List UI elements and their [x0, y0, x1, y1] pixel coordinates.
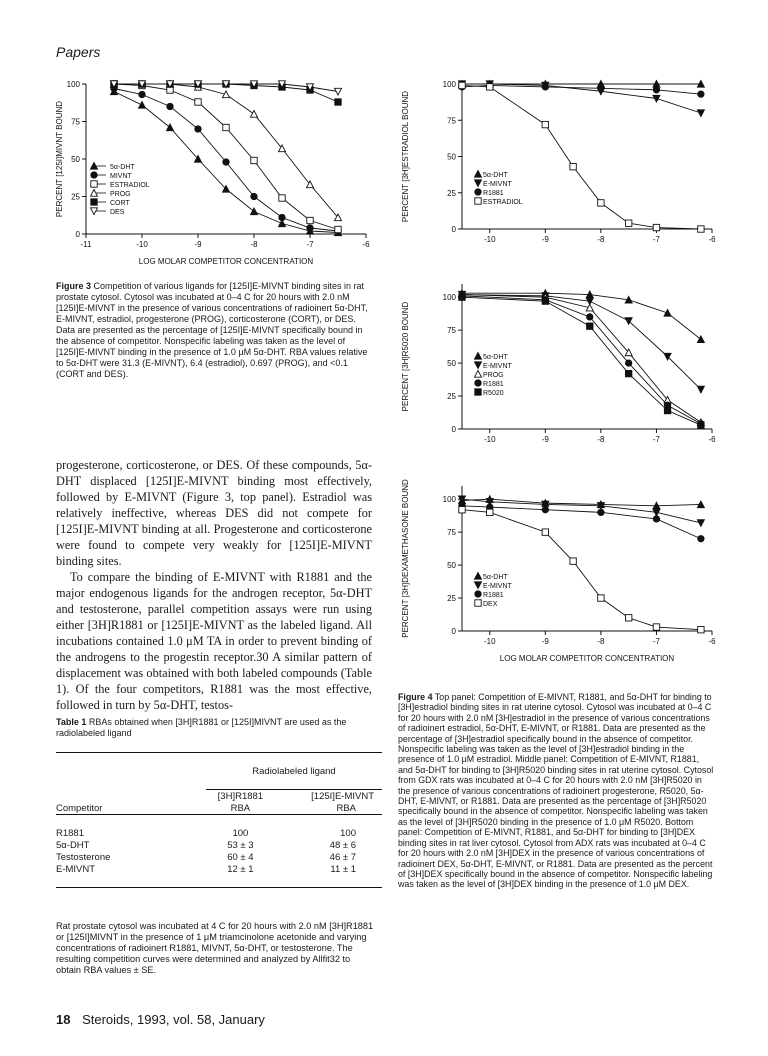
data-point — [459, 507, 465, 513]
data-point — [334, 88, 341, 95]
legend — [474, 572, 512, 608]
legend-label: R1881 — [483, 592, 504, 599]
data-point — [598, 509, 604, 515]
legend-label: MIVNT — [110, 173, 132, 180]
legend-marker — [475, 198, 481, 204]
data-point — [542, 298, 548, 304]
figure3-chart — [56, 76, 376, 276]
data-point — [625, 615, 631, 621]
table-row — [56, 863, 382, 875]
figure4-bottom-svg — [396, 478, 726, 678]
x-tick-label: -6 — [708, 435, 716, 444]
figure4-top-chart — [396, 76, 726, 256]
x-tick-label: -8 — [597, 435, 605, 444]
data-point — [625, 360, 631, 366]
figure4-top-svg — [396, 76, 726, 256]
table-row — [56, 851, 382, 863]
table1-cell: 100 — [340, 827, 356, 839]
series-line — [462, 84, 701, 113]
series-line — [462, 85, 701, 229]
series-E-MIVNT — [458, 81, 704, 117]
y-tick-label: 25 — [447, 188, 456, 198]
series-R1881 — [459, 503, 704, 542]
y-tick-label: 25 — [447, 594, 456, 604]
x-tick-label: -7 — [652, 637, 661, 646]
x-tick-label: -11 — [80, 240, 92, 249]
data-point — [335, 226, 341, 232]
data-point — [698, 626, 704, 632]
legend-marker — [475, 380, 481, 386]
data-point — [698, 91, 704, 97]
legend — [474, 352, 512, 397]
x-tick-label: -9 — [194, 240, 202, 249]
series-PROG — [110, 80, 341, 220]
journal-citation: Steroids, 1993, vol. 58, January — [82, 1012, 265, 1027]
table1-col2-subheader: RBA — [336, 802, 356, 814]
figure4-caption-text: Top panel: Competition of E-MIVNT, R1881, and 5α-DHT for binding to [3H]estradiol binding sites in rat uterine cytosol. Cytosol was incubated at 0–4 C for 20 hours with 2.0 nM [3H]estradiol in the presence of various concentrations of radioinert estradiol, 5α-DHT, E-MIVNT, or R1881. Data are presented as the percentage of [3H]estradiol specifically bound in the absence of competitor. Nonspecific labeling was taken as the level of [3H]estradiol binding in the presence of 1.0 μM estradiol. Middle panel: Competition of E-MIVNT, R1881, and 5α-DHT for binding to [3H]R5020 binding sites in rat uterine cytosol. Cytosol from GDX rats was incubated at 0–4 C for 20 hours with 2.0 nM [3H]R5020 in the presence of various concentrations of radioinert progesterone, R5020, 5α-DHT, E-MIVNT, or R1881. Data are presented as the percentage of [3H]R5020 specifically bound in the absence of competitor. Nonspecific labeling was taken as the level of [3H]R5020 binding in the presence of 1.0 μM R5020. Bottom panel: Competition of E-MIVNT, R1881, and 5α-DHT for binding to [3H]DEX binding sites in rat liver cytosol. Cytosol from ADX rats was incubated at 0–4 C for 20 hours with 2.0 nM [3H]DEX in the presence of various concentrations of radioinert DEX, 5α-DHT, E-MIVNT, or R1881. Data are presented as the percent of [3H]DEX specifically bound in the absence of competitor. Nonspecific labeling was taken as the level of [3H]DEX binding in the presence of 1.0 μM DEX. — [398, 692, 714, 890]
x-tick-label: -8 — [597, 235, 605, 244]
table1-label: Table 1 — [56, 717, 87, 727]
y-tick-label: 25 — [447, 392, 456, 402]
legend-label: R1881 — [483, 190, 504, 197]
series-ESTRADIOL — [111, 81, 341, 233]
data-point — [279, 195, 285, 201]
y-tick-label: 75 — [447, 528, 456, 538]
table1-group-header: Radiolabeled ligand — [252, 765, 336, 777]
data-point — [138, 101, 145, 108]
table1-col2-header: [125I]E-MIVNT — [311, 790, 374, 802]
page-footer — [56, 1012, 265, 1027]
data-point — [251, 193, 257, 199]
series-ESTRADIOL — [459, 82, 704, 232]
table1-cell: 11 ± 1 — [330, 863, 356, 875]
legend-label: 5α-DHT — [483, 172, 508, 179]
section-header: Papers — [56, 44, 101, 60]
y-tick-label: 75 — [71, 117, 80, 127]
x-tick-label: -9 — [541, 637, 549, 646]
table1-cell: R1881 — [56, 827, 84, 839]
x-tick-label: -6 — [362, 240, 370, 249]
table1-cell: 53 ± 3 — [227, 839, 254, 851]
y-tick-label: 50 — [447, 152, 456, 162]
data-point — [653, 624, 659, 630]
data-point — [251, 157, 257, 163]
x-tick-label: -7 — [652, 435, 661, 444]
y-tick-label: 50 — [447, 359, 456, 369]
data-point — [487, 509, 493, 515]
legend — [90, 162, 149, 216]
legend-label: ESTRADIOL — [483, 199, 523, 206]
x-axis-label: LOG MOLAR COMPETITOR CONCENTRATION — [138, 257, 314, 266]
legend-marker — [475, 600, 481, 606]
table1-title-text: RBAs obtained when [3H]R1881 or [125I]MIVNT are used as the radiolabeled ligand — [56, 717, 347, 738]
legend-marker — [91, 181, 97, 187]
data-point — [250, 110, 257, 117]
data-point — [570, 558, 576, 564]
data-point — [598, 595, 604, 601]
figure3-caption-label: Figure 3 — [56, 281, 92, 291]
data-point — [195, 126, 201, 132]
legend-label: 5α-DHT — [110, 164, 135, 171]
legend-label: DES — [110, 209, 125, 216]
data-point — [542, 529, 548, 535]
legend-marker — [91, 172, 97, 178]
data-point — [698, 536, 704, 542]
legend-marker — [475, 189, 481, 195]
table1-cell: 100 — [232, 827, 249, 839]
data-point — [167, 103, 173, 109]
table1-col0-header: Competitor — [56, 802, 103, 814]
legend-label: CORT — [110, 200, 130, 207]
table1-cell: Testosterone — [56, 851, 111, 863]
y-axis-label: PERCENT [3H]ESTRADIOL BOUND — [401, 90, 410, 223]
x-tick-label: -10 — [483, 435, 496, 444]
x-tick-label: -6 — [708, 637, 716, 646]
data-point — [653, 87, 659, 93]
legend-marker — [474, 362, 481, 369]
data-point — [625, 220, 631, 226]
series-line — [114, 84, 338, 230]
table1-cell: E-MIVNT — [56, 863, 96, 875]
page-number: 18 — [56, 1012, 71, 1027]
y-tick-label: 75 — [447, 116, 456, 126]
data-point — [139, 91, 145, 97]
y-axis-label: PERCENT [125I]MIVNT BOUND — [55, 100, 64, 218]
figure4-middle-chart — [396, 276, 726, 456]
legend-label: PROG — [483, 372, 504, 379]
data-point — [653, 516, 659, 522]
data-point — [223, 159, 229, 165]
data-point — [697, 520, 704, 527]
table1-col1-header: [3H]R1881 — [217, 790, 264, 802]
data-point — [625, 370, 631, 376]
x-tick-label: -8 — [250, 240, 258, 249]
x-tick-label: -6 — [708, 235, 716, 244]
data-point — [698, 226, 704, 232]
y-axis-label: PERCENT [3H]R5020 BOUND — [401, 301, 410, 412]
legend-label: 5α-DHT — [483, 574, 508, 581]
figure3-svg — [56, 76, 376, 276]
body-paragraph-1: progesterone, corticosterone, or DES. Of these compounds, 5α-DHT displaced [125I]E-MIVNT binding most effectively, followed by E-MIVNT (Figure 3, top panel). Estradiol was relatively ineffective, whereas DES did not compete for [125I]E-MIVNT binding at all. Progesterone and corticosterone were found to compete very weakly for [125I]E-MIVNT binding sites. — [56, 458, 372, 568]
legend-label: DEX — [483, 601, 498, 608]
y-tick-label: 100 — [442, 80, 456, 89]
data-point — [307, 217, 313, 223]
legend-label: E-MIVNT — [483, 181, 512, 188]
legend-marker — [474, 170, 481, 177]
series-line — [462, 510, 701, 630]
x-tick-label: -7 — [652, 235, 661, 244]
series-line — [462, 506, 701, 539]
y-tick-label: 100 — [66, 80, 80, 89]
table1-footnote: Rat prostate cytosol was incubated at 4 C for 20 hours with 2.0 nM [3H]R1881 or [125I]MIVNT in the presence of 1 μM triamcinolone acetonide and varying concentrations of radioinert R1881, MIVNT, 5α-DHT, or testosterone. The resulting competition curves were determined and analyzed by Allfit32 to obtain RBA values ± SE. — [56, 921, 374, 975]
legend-marker — [474, 370, 481, 377]
y-tick-label: 50 — [71, 155, 80, 164]
data-point — [570, 163, 576, 169]
data-point — [598, 200, 604, 206]
body-text — [56, 457, 372, 713]
data-point — [542, 507, 548, 513]
legend-marker — [474, 582, 481, 589]
legend-label: PROG — [110, 191, 131, 198]
data-point — [223, 124, 229, 130]
y-tick-label: 100 — [442, 293, 456, 303]
figure4-bottom-chart — [396, 478, 726, 678]
legend-marker — [475, 591, 481, 597]
data-point — [307, 225, 313, 231]
data-point — [542, 121, 548, 127]
table-row — [56, 839, 382, 851]
data-point — [697, 386, 704, 393]
legend-marker — [474, 352, 481, 359]
data-point — [195, 99, 201, 105]
y-tick-label: 0 — [451, 225, 456, 234]
data-point — [335, 99, 341, 105]
legend-label: R1881 — [483, 381, 504, 388]
legend-label: E-MIVNT — [483, 363, 512, 370]
table-row — [56, 827, 382, 839]
y-tick-label: 75 — [447, 326, 456, 336]
legend-label: R5020 — [483, 390, 504, 397]
figure4-middle-svg — [396, 276, 726, 456]
data-point — [598, 85, 604, 91]
x-axis-label: LOG MOLAR COMPETITOR CONCENTRATION — [499, 654, 675, 663]
y-axis-label: PERCENT [3H]DEXAMETHASONE BOUND — [401, 479, 410, 638]
table1-cell: 12 ± 1 — [227, 863, 254, 875]
body-paragraph-2: To compare the binding of E-MIVNT with R1881 and the major endogenous ligands for the androgen receptor, 5α-DHT and testosterone, parallel competition assays were run using either [3H]R1881 or [125I]E-MIVNT as the labeled ligand. All incubations contained 1.0 μM TA in order to prevent binding of the androgens to the progestin receptor.30 A similar pattern of displacement was obtained with both labeled compounds (Table 1). Of the four competitors, R1881 was the most effective, followed in turn by 5α-DHT, testos- — [56, 570, 372, 712]
x-tick-label: -10 — [136, 240, 148, 249]
data-point — [542, 84, 548, 90]
legend-label: 5α-DHT — [483, 354, 508, 361]
table1-cell: 48 ± 6 — [329, 839, 356, 851]
data-point — [459, 82, 465, 88]
series-DEX — [459, 507, 704, 633]
y-tick-label: 0 — [75, 230, 80, 239]
table1 — [56, 752, 382, 888]
table1-cell: 46 ± 7 — [329, 851, 356, 863]
data-point — [664, 309, 671, 316]
series-line — [114, 84, 338, 218]
legend-marker — [475, 389, 481, 395]
y-tick-label: 0 — [451, 627, 456, 636]
axes — [443, 486, 716, 646]
table1-cell: 60 ± 4 — [227, 851, 254, 863]
figure3-caption — [56, 281, 372, 380]
table1-grid — [56, 753, 382, 887]
table1-title — [56, 717, 372, 739]
y-tick-label: 50 — [447, 561, 456, 571]
data-point — [222, 91, 229, 98]
x-tick-label: -10 — [483, 637, 496, 646]
data-point — [487, 84, 493, 90]
y-tick-label: 100 — [442, 495, 456, 505]
legend-marker — [91, 199, 97, 205]
table1-col1-subheader: RBA — [230, 802, 251, 814]
data-point — [587, 314, 593, 320]
data-point — [698, 422, 704, 428]
figure4-caption-label: Figure 4 — [398, 692, 433, 702]
x-tick-label: -9 — [541, 435, 549, 444]
data-point — [653, 224, 659, 230]
figure4-caption — [398, 692, 716, 890]
data-point — [279, 214, 285, 220]
data-point — [697, 110, 704, 117]
legend-marker — [474, 180, 481, 187]
data-point — [459, 294, 465, 300]
data-point — [653, 95, 660, 102]
y-tick-label: 0 — [451, 425, 456, 434]
data-point — [664, 407, 670, 413]
table1-cell: 5α-DHT — [56, 839, 90, 851]
figure3-caption-text: Competition of various ligands for [125I]E-MIVNT binding sites in rat prostate cytosol. Cytosol was incubated at 0–4 C for 20 hours with 2.0 nM [125I]E-MIVNT in the presence of various concentrations of radioinert 5α-DHT, E-MIVNT, estradiol, progesterone (PROG), corticosterone (CORT), or DES. Data are presented as the percentage of [125I]E-MIVNT specifically bound in the absence of competitor. Nonspecific labeling was taken as the level of [125I]E-MIVNT binding in the presence of 1.0 μM 5α-DHT. RBA values relative to 5α-DHT were 31.3 (E-MIVNT), 6.4 (estradiol), 0.697 (PROG), and <0.1 (CORT and DES). — [56, 281, 368, 379]
legend-label: ESTRADIOL — [110, 182, 150, 189]
x-tick-label: -8 — [597, 637, 605, 646]
legend-marker — [474, 572, 481, 579]
legend — [474, 170, 522, 206]
x-tick-label: -7 — [306, 240, 314, 249]
y-tick-label: 25 — [71, 192, 80, 202]
table1-bottom-rule — [56, 887, 382, 888]
data-point — [587, 323, 593, 329]
legend-label: E-MIVNT — [483, 583, 512, 590]
x-tick-label: -10 — [483, 235, 496, 244]
x-tick-label: -9 — [541, 235, 549, 244]
